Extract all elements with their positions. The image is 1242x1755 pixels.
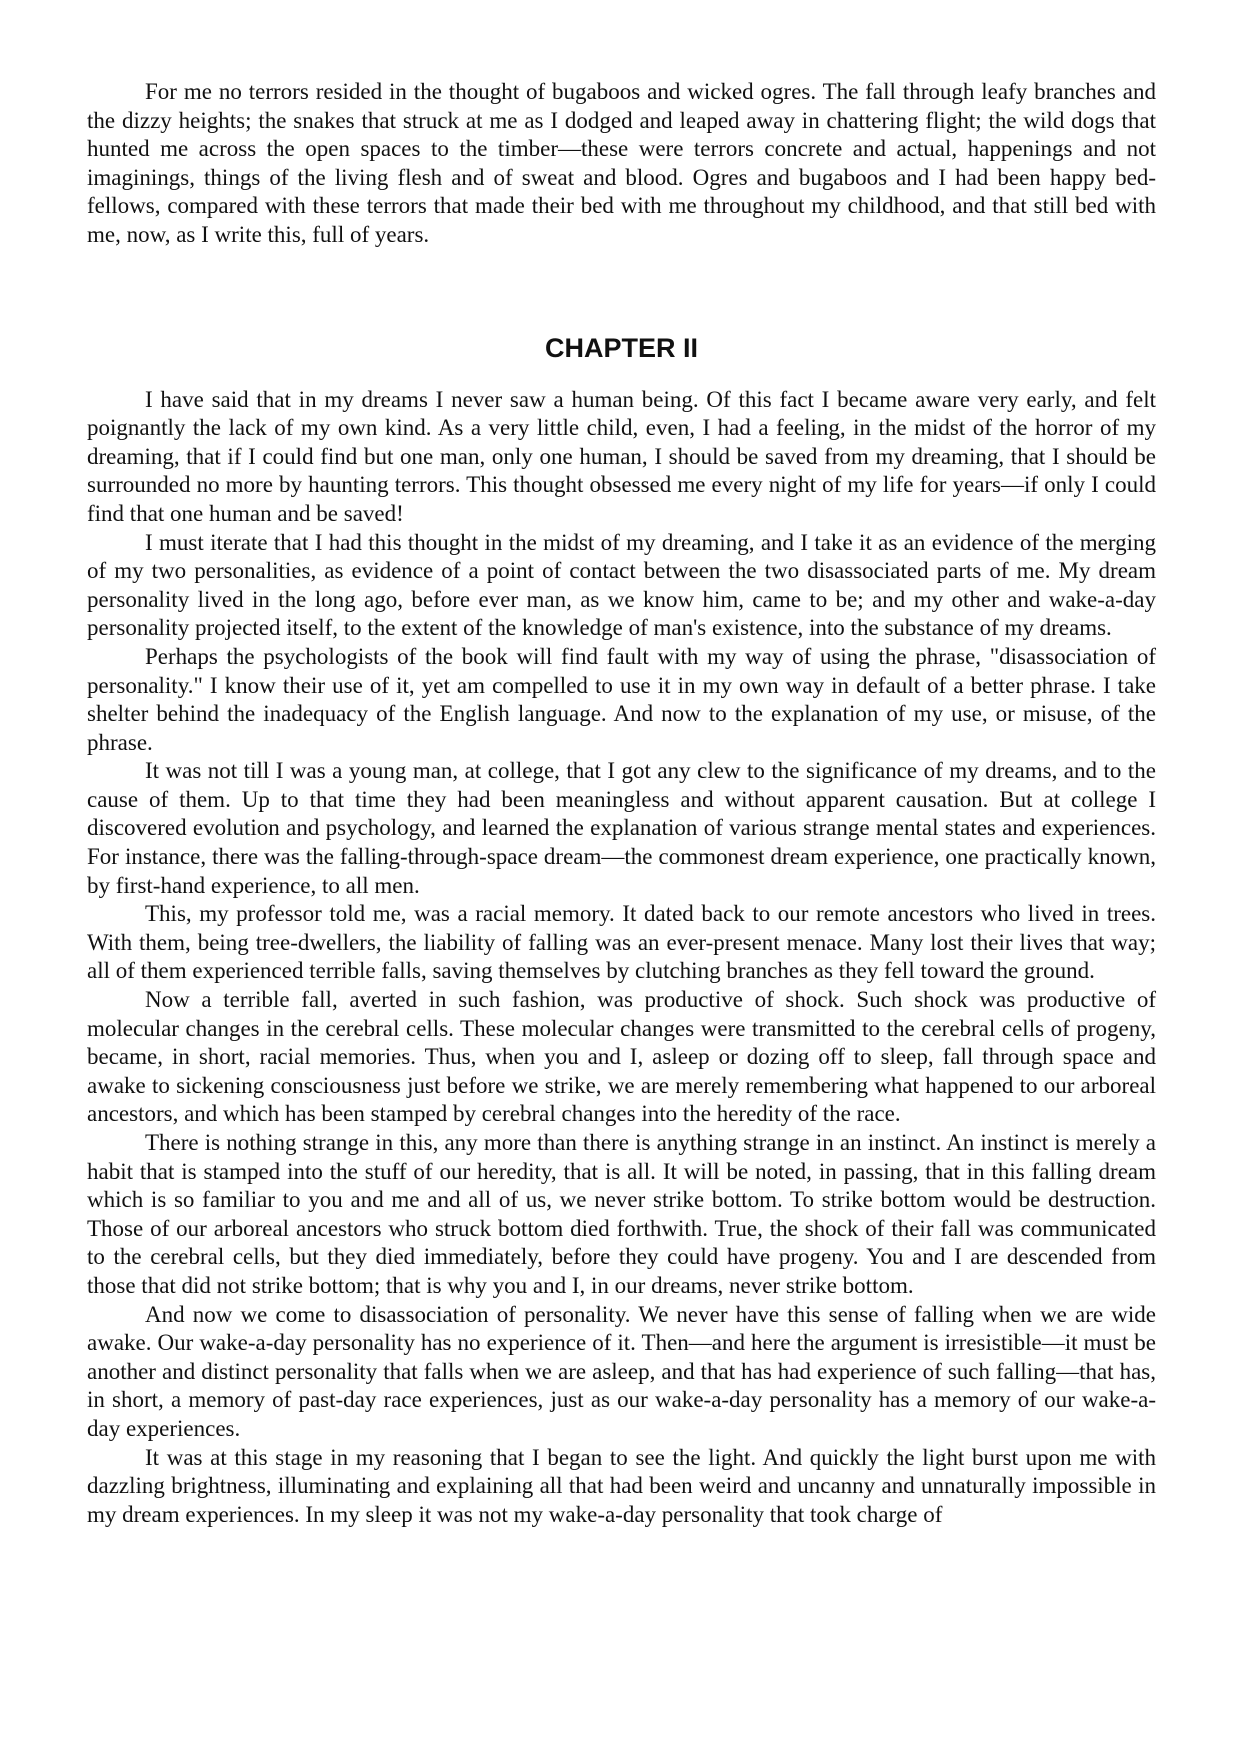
chapter-paragraph-4: It was not till I was a young man, at college, that I got any clew to the significance of my dreams, and to the cause of them. Up to that time they had been meaningless and without apparent causation. But at college I discovered evolution and psychology, and learned the explanation of various strange mental states and experiences. For instance, there was the falling-through-space dream—the commonest dream experience, one practically known, by first-hand experience, to all men. (87, 758, 1156, 898)
chapter-title: CHAPTER II (544, 332, 698, 363)
page-content (87, 78, 1156, 1529)
intro-paragraph: For me no terrors resided in the thought of bugaboos and wicked ogres. The fall through leafy branches and the dizzy heights; the snakes that struck at me as I dodged and leaped away in chattering flight; the wild dogs that hunted me across the open spaces to the timber—these were terrors concrete and actual, happenings and not imaginings, things of the living flesh and of sweat and blood. Ogres and bugaboos and I had been happy bed-fellows, compared with these terrors that made their bed with me throughout my childhood, and that still bed with me, now, as I write this, full of years. (87, 79, 1156, 247)
chapter-paragraph-1: I have said that in my dreams I never saw a human being. Of this fact I became aware very early, and felt poignantly the lack of my own kind. As a very little child, even, I had a feeling, in the midst of the horror of my dreaming, that if I could find but one man, only one human, I should be saved from my dreaming, that I should be surrounded no more by haunting terrors. This thought obsessed me every night of my life for years—if only I could find that one human and be saved! (87, 386, 1156, 526)
chapter-paragraph-5: This, my professor told me, was a racial memory. It dated back to our remote ancestors who lived in trees. With them, being tree-dwellers, the liability of falling was an ever-present menace. Many lost their lives that way; all of them experienced terrible falls, saving themselves by clutching branches as they fell toward the ground. (87, 901, 1156, 984)
chapter-paragraph-7: There is nothing strange in this, any more than there is anything strange in an instinct. An instinct is merely a habit that is stamped into the stuff of our heredity, that is all. It will be noted, in passing, that in this falling dream which is so familiar to you and me and all of us, we never strike bottom. To strike bottom would be destruction. Those of our arboreal ancestors who struck bottom died forthwith. True, the shock of their fall was communicated to the cerebral cells, but they died immediately, before they could have progeny. You and I are descended from those that did not strike bottom; that is why you and I, in our dreams, never strike bottom. (87, 1130, 1156, 1298)
chapter-paragraph-3: Perhaps the psychologists of the book will find fault with my way of using the phrase, "disassociation of personality." I know their use of it, yet am compelled to use it in my own way in default of a better phrase. I take shelter behind the inadequacy of the English language. And now to the explanation of my use, or misuse, of the phrase. (87, 643, 1156, 755)
chapter-paragraph-8: And now we come to disassociation of personality. We never have this sense of falling when we are wide awake. Our wake-a-day personality has no experience of it. Then—and here the argument is irresistible—it must be another and distinct personality that falls when we are asleep, and that has had experience of such falling—that has, in short, a memory of past-day race experiences, just as our wake-a-day personality has a memory of our wake-a-day experiences. (87, 1301, 1156, 1441)
chapter-paragraph-2: I must iterate that I had this thought in the midst of my dreaming, and I take it as an evidence of the merging of my two personalities, as evidence of a point of contact between the two disassociated parts of me. My dream personality lived in the long ago, before ever man, as we know him, came to be; and my other and wake-a-day personality projected itself, to the extent of the knowledge of man's existence, into the substance of my dreams. (87, 529, 1156, 641)
chapter-paragraph-9: It was at this stage in my reasoning that I began to see the light. And quickly the light burst upon me with dazzling brightness, illuminating and explaining all that had been weird and uncanny and unnaturally impossible in my dream experiences. In my sleep it was not my wake-a-day personality that took charge of (87, 1444, 1156, 1527)
chapter-paragraph-6: Now a terrible fall, averted in such fashion, was productive of shock. Such shock was productive of molecular changes in the cerebral cells. These molecular changes were transmitted to the cerebral cells of progeny, became, in short, racial memories. Thus, when you and I, asleep or dozing off to sleep, fall through space and awake to sickening consciousness just before we strike, we are merely remembering what happened to our arboreal ancestors, and which has been stamped by cerebral changes into the heredity of the race. (87, 987, 1156, 1127)
